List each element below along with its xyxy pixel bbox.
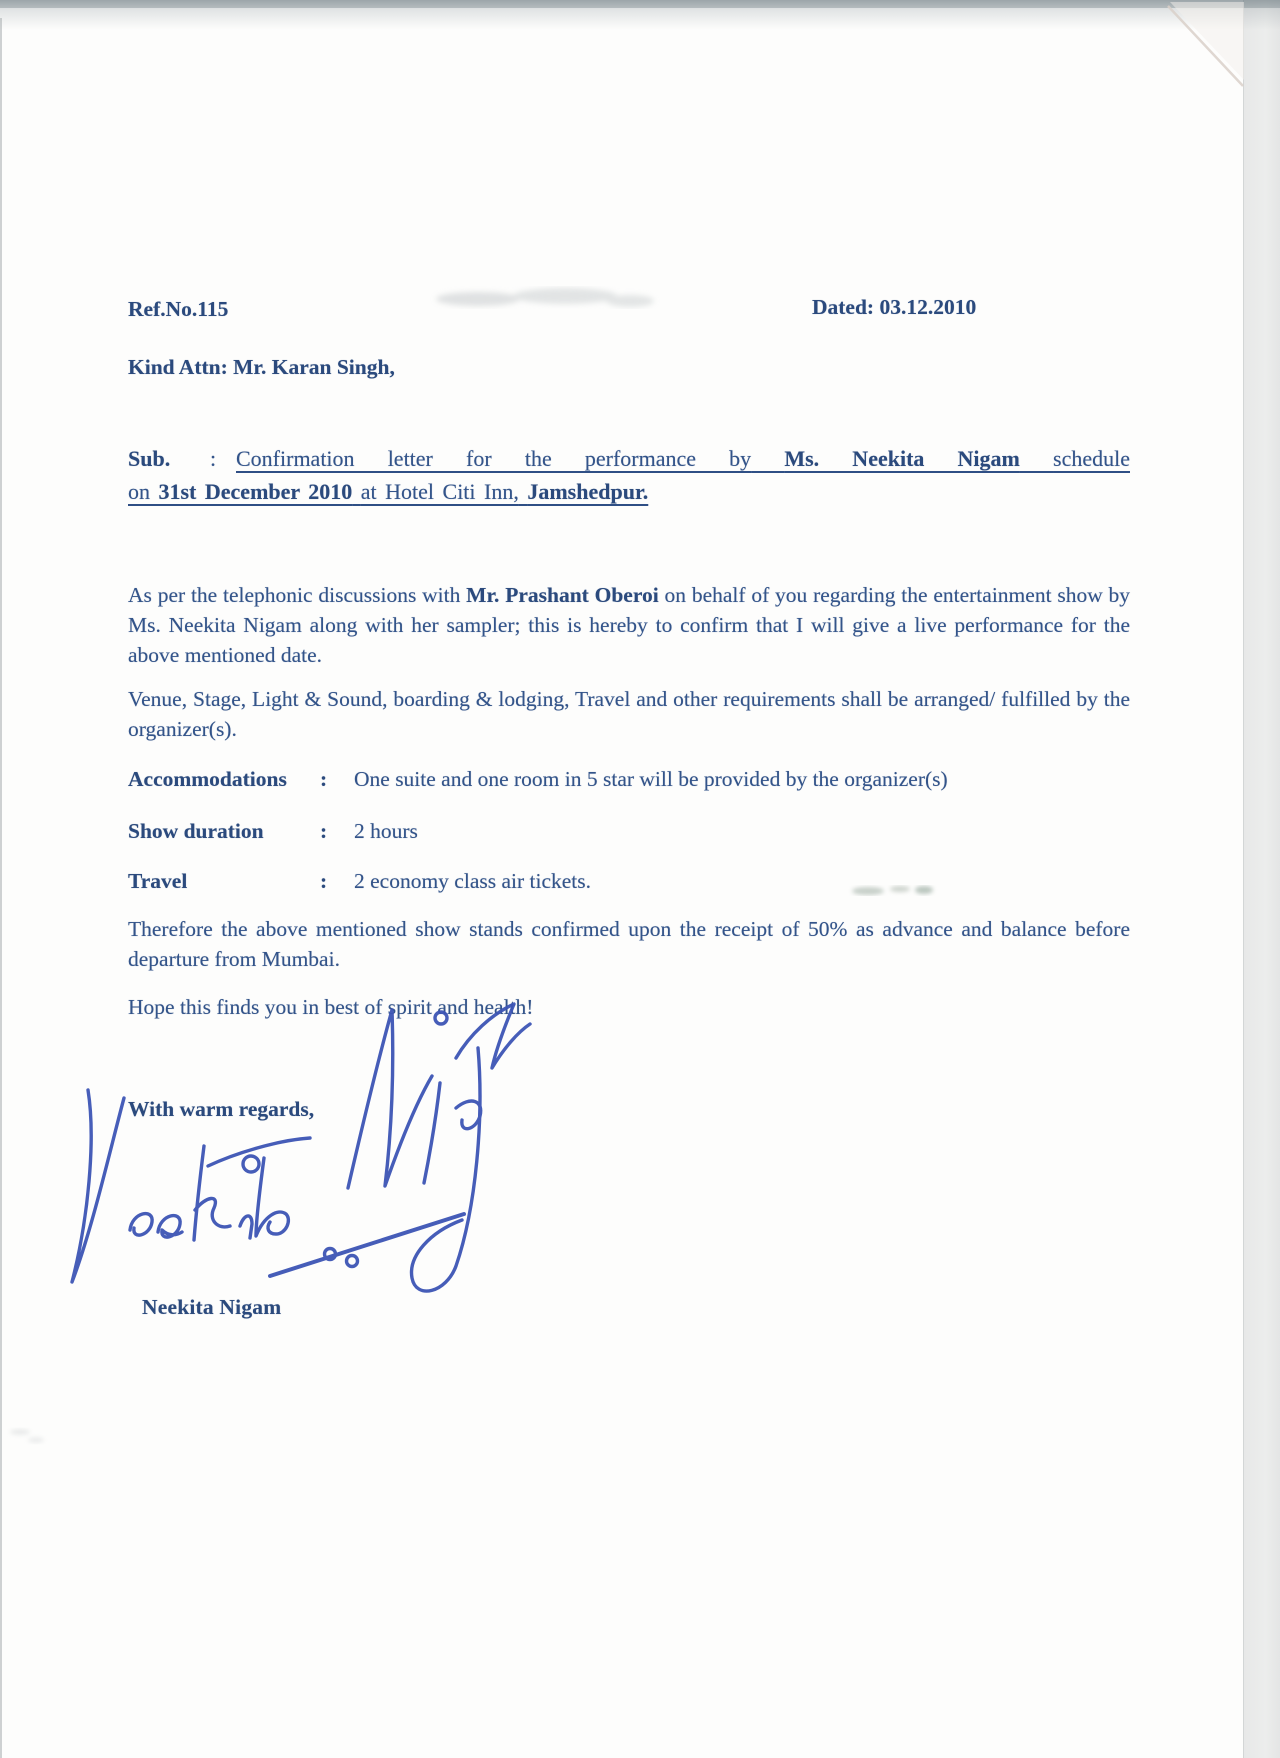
subject-line2-bold-city: Jamshedpur. [527, 479, 649, 504]
subject-block [128, 442, 1130, 508]
closing-line: With warm regards, [128, 1097, 315, 1121]
term-row-accommodations [128, 764, 1130, 794]
subject-colon: : [209, 446, 217, 471]
term-value: 2 economy class air tickets. [354, 869, 592, 893]
subject-line-2 [128, 475, 1130, 508]
term-value: 2 hours [354, 819, 418, 843]
term-row-travel [128, 866, 1130, 896]
p1-bold-name: Mr. Prashant Oberoi [466, 583, 659, 607]
scan-specks [10, 1429, 44, 1443]
subject-text-regular: Confirmation letter for the performance by [236, 446, 752, 471]
term-colon: : [320, 767, 328, 791]
term-label: Travel [128, 869, 188, 893]
term-colon: : [320, 869, 328, 893]
signature-ink-icon [58, 988, 542, 1322]
scan-top-edge [0, 0, 1280, 8]
subject-text-bold-name: Ms. Neekita Nigam [784, 446, 1020, 471]
term-row-show-duration [128, 816, 1130, 846]
subject-line2-regular-2: at Hotel Citi Inn, [360, 479, 519, 504]
scanner-background-strip [1243, 0, 1280, 1758]
signatory-name: Neekita Nigam [142, 1295, 282, 1319]
term-colon: : [320, 819, 328, 843]
paragraph-telephonic [128, 580, 1130, 670]
paragraph-hope: Hope this finds you in best of spirit and health! [128, 995, 534, 1019]
subject-line-1-text [236, 442, 1130, 475]
p1-text-before: As per the telephonic discussions with [128, 583, 461, 607]
term-label: Show duration [128, 819, 264, 843]
scan-left-edge-line [0, 18, 2, 1758]
date-line: Dated: 03.12.2010 [812, 295, 977, 319]
subject-label: Sub. [128, 446, 171, 471]
p1-text-after: on behalf of you regarding the entertainment show by Ms. Neekita Nigam along with her sampler; this is hereby to confirm that I will give a live performance for the above mentioned date. [128, 583, 1131, 667]
subject-line-1 [128, 442, 1130, 475]
subject-line2-regular: on [128, 479, 150, 504]
paragraph-venue: Venue, Stage, Light & Sound, boarding & lodging, Travel and other requirements shall be arranged/ fulfilled by the organizer(s). [128, 687, 1130, 741]
subject-text-regular-2: schedule [1053, 446, 1130, 471]
handwritten-signature [58, 988, 542, 1322]
attention-line: Kind Attn: Mr. Karan Singh, [128, 355, 395, 379]
term-label: Accommodations [128, 767, 287, 791]
ref-number: Ref.No.115 [128, 297, 229, 321]
term-value: One suite and one room in 5 star will be provided by the organizer(s) [354, 767, 948, 791]
subject-line2-bold-date: 31st December 2010 [158, 479, 353, 504]
paragraph-therefore: Therefore the above mentioned show stands confirmed upon the receipt of 50% as advance and balance before departure from Mumbai. [128, 917, 1130, 971]
